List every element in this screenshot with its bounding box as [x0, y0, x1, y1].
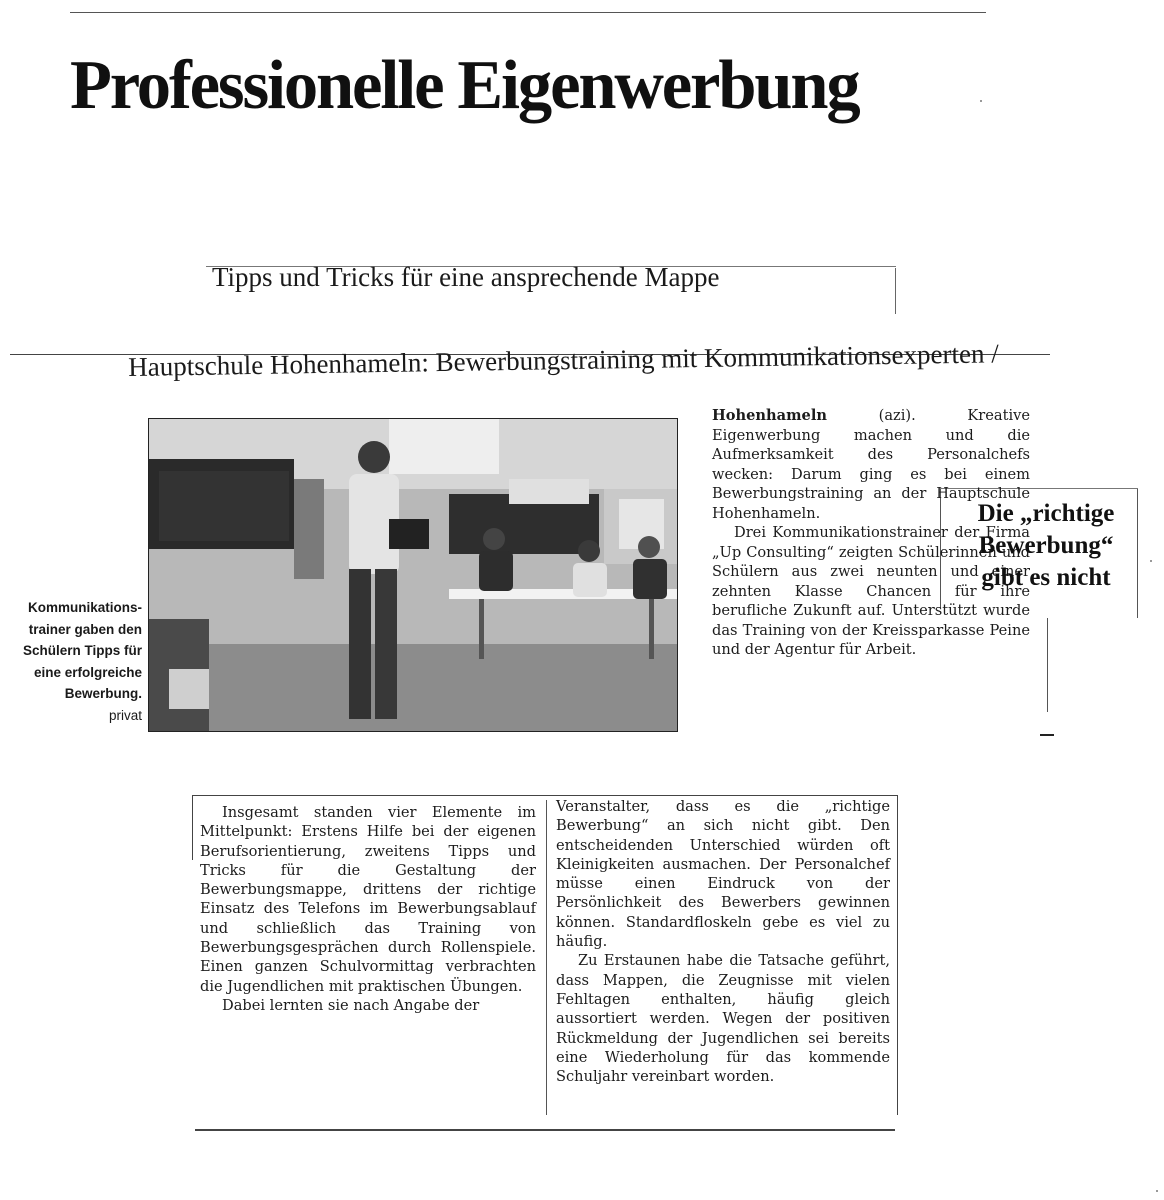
- lower-box-bottom-rule: [195, 1129, 895, 1131]
- pull-quote: [942, 498, 1150, 594]
- subheadline-right-rule: [895, 268, 896, 314]
- column-1-paragraph-2: Dabei lernten sie nach Angabe der: [222, 996, 480, 1014]
- column-divider: [546, 800, 547, 1115]
- body-column-1: [200, 803, 536, 1015]
- pull-quote-line: gibt es nicht: [981, 564, 1111, 591]
- classroom-photo-image: [149, 419, 677, 731]
- subheadline: Tipps und Tricks für eine ansprechende Mappe: [212, 262, 720, 292]
- intro-paragraph-2: Drei Kommunikationstrainer der Firma „Up Consulting“ zeigten Schülerinnen und Schülern aus zwei neunten und einer zehnten Klasse Chancen für ihre berufliche Zukunft auf. Unterstützt wurde das Training von der Kreissparkasse Peine und der Agentur für Arbeit.: [712, 524, 1030, 658]
- caption-line: Bewerbung.: [64, 686, 142, 701]
- caption-line: eine erfolgreiche: [33, 664, 142, 680]
- caption-line: Kommunikations-: [27, 600, 142, 615]
- scan-speck: [980, 100, 982, 102]
- photo-caption: [4, 597, 142, 726]
- intro-paragraph-1-text: (azi). Kreative Eigenwerbung machen und die Aufmerksamkeit des Personalchefs wecken: Darum ging es bei einem Bewerbungstraining an der Hauptschule Hohenhameln.: [712, 407, 1030, 522]
- pull-quote-line: Bewerbung“: [978, 532, 1114, 559]
- scan-speck: [1150, 560, 1152, 562]
- caption-line: trainer gaben den: [28, 621, 142, 637]
- intro-bottom-mark: [1040, 734, 1054, 736]
- pull-quote-line: Die „richtige: [977, 500, 1115, 527]
- lower-box-left-rule: [192, 795, 193, 860]
- dateline: Hohenhameln: [712, 407, 827, 424]
- body-column-2: [556, 797, 890, 1086]
- lower-box-right-rule: [897, 795, 898, 1115]
- column-2-paragraph-1: Veranstalter, dass es die „richtige Bewerbung“ an sich nicht gibt. Den entscheidenden Unterschied würden oft Kleinigkeiten ausmachen. Der Personalchef müsse einen Eindruck von der Persönlichkeit des Bewerbers gewinnen können. Standardfloskeln gebe es viel zu häufig.: [556, 798, 890, 951]
- column-2-paragraph-2: Zu Erstaunen habe die Tatsache geführt, dass Mappen, die Zeugnisse mit vielen Fehltagen enthalten, häufig gleich aussortiert werden. Wegen der positiven Rückmeldung der Jugendlichen sei bereits eine Wiederholung für das kommende Schuljahr vereinbart worden.: [556, 952, 890, 1086]
- column-1-paragraph-1: Insgesamt standen vier Elemente im Mittelpunkt: Erstens Hilfe bei der eigenen Berufsorientierung, zweitens Tipps und Tricks für die Gestaltung der Bewerbungsmappe, drittens der richtige Einsatz des Telefons im Bewerbungsablauf und schließlich das Training von Bewerbungsgesprächen durch Rollenspiele. Einen ganzen Schulvormittag verbrachten die Jugendlichen mit praktischen Übungen.: [200, 804, 536, 995]
- top-scan-rule: [70, 12, 986, 13]
- photo-credit: privat: [108, 707, 142, 723]
- lower-box-top-rule: [192, 795, 898, 796]
- caption-line: Schülern Tipps für: [22, 643, 142, 658]
- classroom-photo: [148, 418, 678, 732]
- kicker-headline: Hauptschule Hohenhameln: Bewerbungstraining mit Kommunikationsexperten /: [128, 338, 999, 382]
- scan-speck: [1156, 1190, 1158, 1192]
- headline: Professionelle Eigenwerbung: [70, 47, 859, 124]
- intro-right-rule: [1047, 618, 1048, 712]
